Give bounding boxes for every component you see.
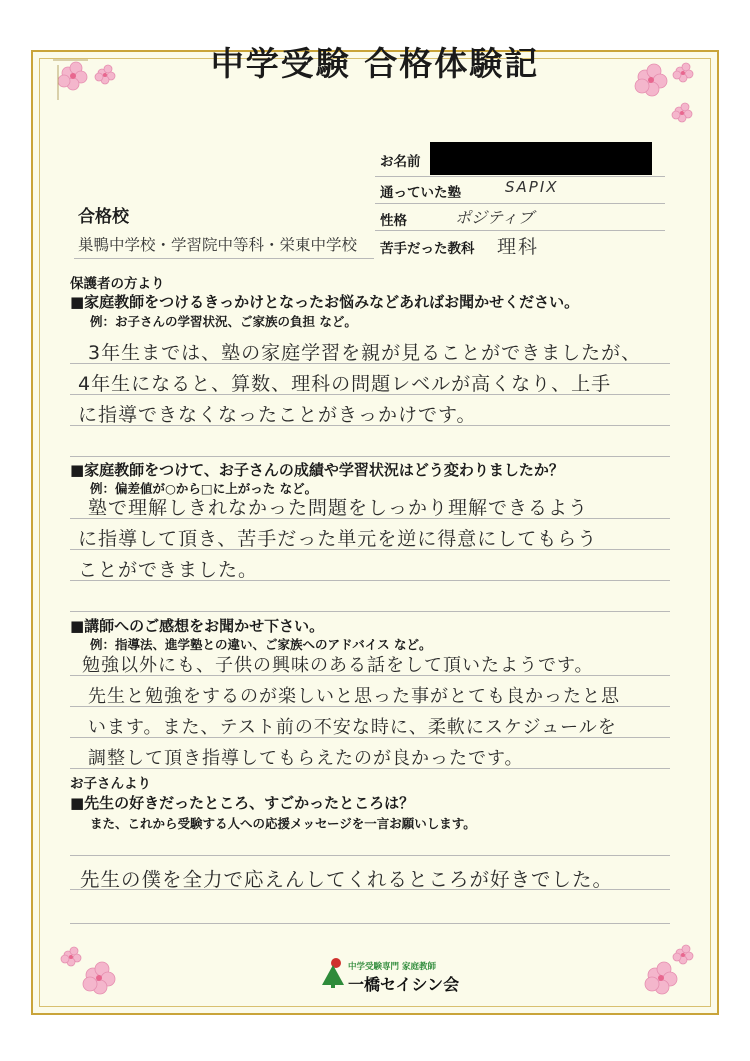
divider bbox=[375, 203, 665, 204]
logo-name: 一橋セイシン会 bbox=[348, 975, 460, 994]
redacted-name bbox=[430, 142, 652, 175]
answer-1-line-3: に指導できなくなったことがきっかけです。 bbox=[78, 404, 477, 426]
juku-value: SAPIX bbox=[505, 178, 559, 196]
divider bbox=[375, 176, 665, 177]
weak-subject-label: 苦手だった教科 bbox=[380, 241, 475, 257]
question-3-example: 例：指導法、進学塾との違い、ご家族へのアドバイス など。 bbox=[90, 637, 432, 652]
answer-3-line-4: 調整して頂き指導してもらえたのが良かったです。 bbox=[88, 748, 524, 769]
question-1-example: 例：お子さんの学習状況、ご家族の負担 など。 bbox=[90, 314, 357, 329]
answer-2-line-2: に指導して頂き、苦手だった単元を逆に得意にしてもらう bbox=[78, 528, 598, 550]
personality-label: 性格 bbox=[380, 213, 407, 229]
question-2-example: 例：偏差値が○から□に上がった など。 bbox=[90, 481, 318, 496]
answer-2-line-1: 塾で理解しきれなかった問題をしっかり理解できるよう bbox=[88, 497, 589, 519]
question-4-sub: また、これから受験する人への応援メッセージを一言お願いします。 bbox=[90, 816, 476, 831]
question-2: ■家庭教師をつけて、お子さんの成績や学習状況はどう変わりましたか？ bbox=[70, 461, 564, 479]
question-4: ■先生の好きだったところ、すごかったところは？ bbox=[70, 794, 415, 812]
juku-label: 通っていた塾 bbox=[380, 185, 461, 201]
divider bbox=[375, 230, 665, 231]
question-3: ■講師へのご感想をお聞かせ下さい。 bbox=[70, 617, 325, 635]
answer-3-line-1: 勉強以外にも、子供の興味のある話をして頂いたようです。 bbox=[82, 655, 594, 676]
child-heading: お子さんより bbox=[70, 776, 151, 792]
answer-1-line-2: 4年生になると、算数、理科の問題レベルが高くなり、上手 bbox=[78, 373, 612, 395]
page-title: 中学受験 合格体験記 bbox=[210, 44, 540, 83]
parent-heading: 保護者の方より bbox=[70, 276, 165, 292]
question-1: ■家庭教師をつけるきっかけとなったお悩みなどあればお聞かせください。 bbox=[70, 293, 580, 311]
personality-value: ポジティブ bbox=[455, 208, 534, 227]
answer-1-line-1: 3年生までは、塾の家庭学習を親が見ることができましたが、 bbox=[88, 342, 642, 364]
cherry-blossom-bottom-right-decoration bbox=[615, 925, 705, 1015]
passed-schools: 巣鴨中学校・学習院中等科・栄東中学校 bbox=[78, 236, 358, 254]
logo-tagline: 中学受験専門 家庭教師 bbox=[348, 962, 436, 972]
cherry-blossom-bottom-left-decoration bbox=[48, 925, 138, 1015]
passed-school-label: 合格校 bbox=[78, 207, 129, 227]
answer-4-line-1: 先生の僕を全力で応えんしてくれるところが好きでした。 bbox=[80, 868, 614, 891]
weak-subject-value: 理科 bbox=[497, 236, 540, 258]
name-label: お名前 bbox=[380, 154, 421, 170]
answer-3-line-3: います。また、テスト前の不安な時に、柔軟にスケジュールを bbox=[88, 717, 617, 738]
answer-2-line-3: ことができました。 bbox=[78, 559, 259, 581]
divider bbox=[74, 258, 374, 259]
tree-logo-icon bbox=[318, 955, 348, 989]
answer-3-line-2: 先生と勉強をするのが楽しいと思った事がとても良かったと思 bbox=[88, 686, 620, 707]
